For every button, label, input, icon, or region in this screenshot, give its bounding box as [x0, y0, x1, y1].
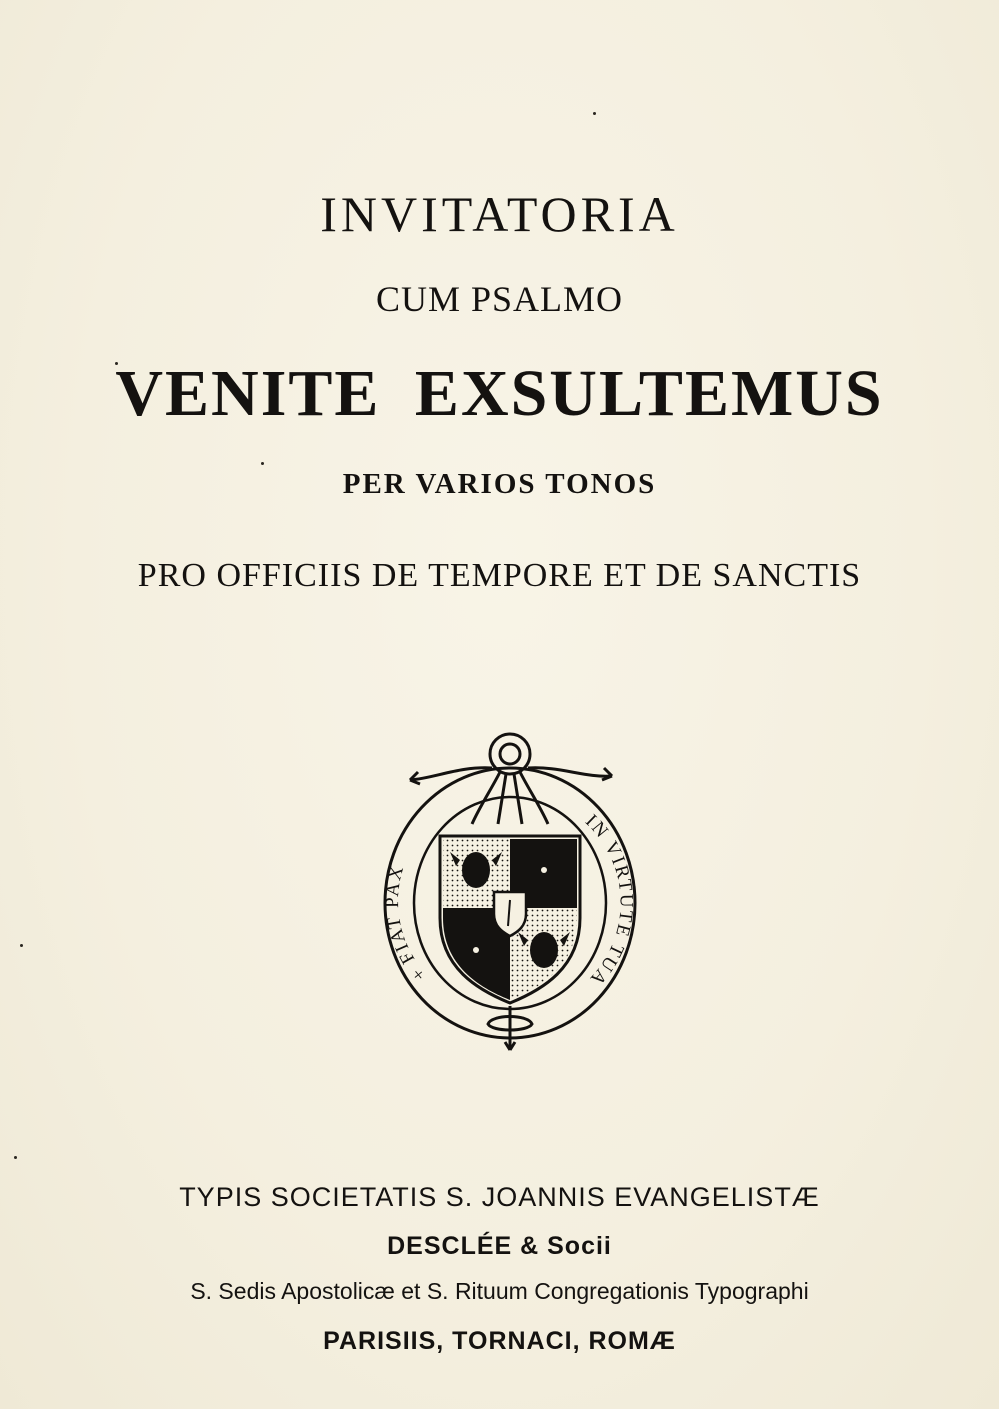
publisher-line-desclee: DESCLÉE & Socii — [387, 1232, 612, 1260]
print-speck — [20, 944, 23, 947]
heraldic-shield — [440, 836, 580, 1003]
subtitle-per-varios-tonos: PER VARIOS TONOS — [342, 468, 657, 500]
ribbon-knot — [410, 734, 612, 824]
motto-left: + FIAT PAX — [381, 862, 431, 986]
printer-mark-emblem — [380, 728, 640, 1058]
print-speck — [593, 112, 596, 115]
publisher-line-societas: TYPIS SOCIETATIS S. JOANNIS EVANGELISTÆ — [179, 1182, 820, 1212]
subtitle-pro-officiis: PRO OFFICIIS DE TEMPORE ET DE SANCTIS — [137, 557, 862, 594]
publisher-line-typographi: S. Sedis Apostolicæ et S. Rituum Congregationis Typographi — [190, 1278, 809, 1304]
print-speck — [14, 1156, 17, 1159]
title-venite-exsultemus: VENITE EXSULTEMUS — [115, 357, 884, 430]
bottom-clasp — [488, 1006, 532, 1050]
publisher-line-cities: PARISIIS, TORNACI, ROMÆ — [323, 1327, 676, 1355]
print-speck — [261, 462, 264, 465]
subtitle-cum-psalmo: CUM PSALMO — [375, 279, 624, 319]
motto-right: IN VIRTUTE TUA — [581, 810, 637, 991]
title-invitatoria: INVITATORIA — [320, 186, 679, 242]
